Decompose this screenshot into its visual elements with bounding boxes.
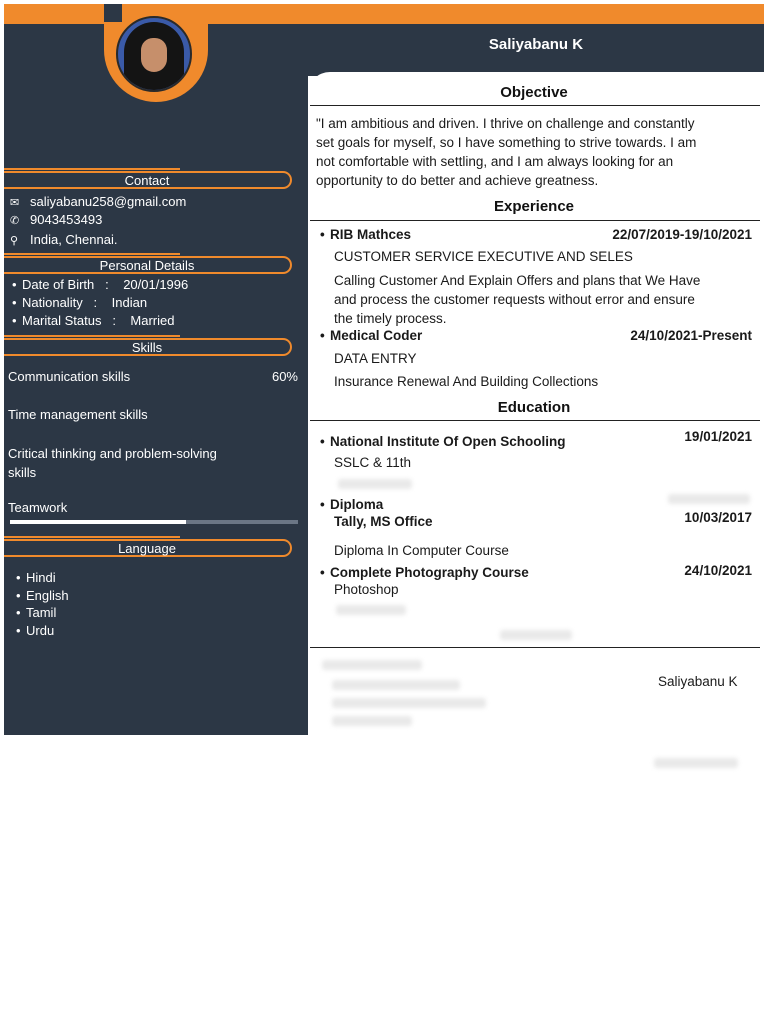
experience-divider [310,220,760,221]
dob-label: Date of Birth [22,277,95,292]
education-detail: Tally, MS Office [334,514,433,529]
objective-line: not comfortable with settling, and I am always looking for an [316,154,674,169]
section-personal-details [4,256,292,274]
job-company-text: RIB Mathces [330,227,412,242]
section-contact-title: Contact [124,173,170,188]
education-date: 19/01/2021 [684,429,752,444]
skill-time-management [8,407,298,422]
skill-name: Critical thinking and problem-solving [8,446,217,461]
contact-phone [10,212,102,227]
profile-photo [116,16,192,92]
language-item: • Hindi [16,570,56,585]
teamwork-level-fill [10,520,186,524]
contact-location [10,232,117,247]
education-institution: • Diploma [320,497,384,512]
language-item: • English [16,588,69,603]
nationality-separator: : [93,295,98,310]
nationality-label: Nationality [22,295,83,310]
main-column [308,4,764,735]
job-company: • Medical Coder [320,328,423,343]
marital-label: Marital Status [22,313,102,328]
job-company: • RIB Mathces [320,227,412,242]
blurred-text [336,605,406,615]
contact-email[interactable] [10,194,186,209]
contact-email-text: saliyabanu258@gmail.com [30,194,187,209]
job-description-line: the timely process. [334,311,447,326]
blurred-text [338,479,412,489]
education-extra: Diploma In Computer Course [334,543,509,558]
job-description-line: and process the customer requests without error and ensure [334,292,695,307]
education-divider [310,420,760,421]
language-name: Urdu [26,623,55,638]
blurred-text [322,660,422,670]
education-date: 24/10/2021 [684,563,752,578]
objective-text [316,114,752,190]
personal-dob: • Date of Birth : 20/01/1996 [12,277,189,292]
education-detail: SSLC & 11th [334,455,412,470]
location-pin-icon: ⚲ [10,235,19,247]
section-contact [4,171,292,189]
job-dates: 22/07/2019-19/10/2021 [612,227,752,242]
section-skills-title: Skills [131,340,163,355]
skill-teamwork [8,500,298,515]
marital-value: Married [130,313,175,328]
declaration-divider [310,647,760,648]
job-description-line: Calling Customer And Explain Offers and plans that We Have [334,273,701,288]
skill-name: Time management skills [8,407,148,422]
objective-line: set goals for myself, so I have something to strive towards. I am [316,135,697,150]
section-skills [4,338,292,356]
envelope-icon: ✉ [10,197,20,209]
job-role: CUSTOMER SERVICE EXECUTIVE AND SELES [334,249,633,264]
education-name: National Institute Of Open Schooling [330,434,566,449]
language-name: Hindi [26,570,56,585]
section-experience-title: Experience [493,198,575,215]
skill-critical-thinking [8,444,298,482]
section-language [4,539,292,557]
education-detail: Photoshop [334,582,399,597]
objective-line: "I am ambitious and driven. I thrive on challenge and constantly [316,116,695,131]
job-role: DATA ENTRY [334,351,417,366]
language-name: English [26,588,69,603]
skill-name-continued: skills [8,465,37,480]
language-name: Tamil [26,605,57,620]
education-name: Diploma [330,497,384,512]
education-institution: • Complete Photography Course [320,565,529,580]
education-institution: • National Institute Of Open Schooling [320,434,566,449]
contact-location-text: India, Chennai. [30,232,118,247]
blurred-text [668,494,750,504]
personal-nationality: • Nationality : Indian [12,295,148,310]
contact-phone-text: 9043453493 [30,212,103,227]
signature-name: Saliyabanu K [658,674,738,689]
blurred-text [654,758,738,768]
phone-icon: ✆ [10,215,20,227]
education-name: Complete Photography Course [330,565,529,580]
section-language-title: Language [118,541,176,556]
section-objective-title: Objective [500,84,568,101]
education-date: 10/03/2017 [684,510,752,525]
job-company-text: Medical Coder [330,328,423,343]
job-description [334,271,754,328]
language-item: • Urdu [16,623,55,638]
skill-name: Teamwork [8,500,68,515]
blurred-text [332,716,412,726]
resume-page [4,4,764,735]
blurred-text [500,630,572,640]
nationality-value: Indian [111,295,148,310]
objective-divider [310,105,760,106]
objective-line: opportunity to do better and achieve greatness. [316,173,599,188]
marital-separator: : [112,313,116,328]
blurred-text [332,698,486,708]
dob-value: 20/01/1996 [123,277,189,292]
job-description: Insurance Renewal And Building Collections [334,374,599,389]
section-education-title: Education [497,399,571,416]
dob-separator: : [105,277,109,292]
skill-percent: 60% [271,369,298,384]
job-dates: 24/10/2021-Present [630,328,752,343]
blurred-text [332,680,460,690]
teamwork-level-bar [10,520,298,524]
header-name: Saliyabanu K [488,36,584,53]
section-personal-title: Personal Details [99,258,195,273]
skill-name: Communication skills [8,369,131,384]
language-item: • Tamil [16,605,57,620]
skill-communication [8,369,298,384]
personal-marital-status: • Marital Status : Married [12,313,175,328]
